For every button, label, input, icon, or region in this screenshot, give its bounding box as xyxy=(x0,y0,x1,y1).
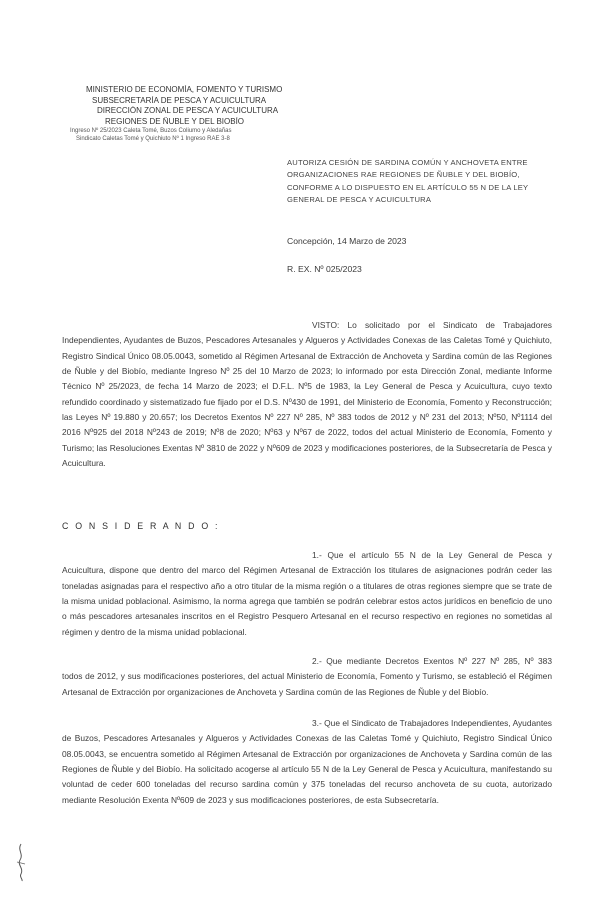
letterhead-zonal-direction: DIRECCIÓN ZONAL DE PESCA Y ACUICULTURA xyxy=(97,106,279,115)
letterhead-ministry: MINISTERIO DE ECONOMÍA, FOMENTO Y TURISMO xyxy=(86,85,283,94)
considerando-paragraph-2: 2.- Que mediante Decretos Exentos Nº 227 Nº 285, Nº 383 todos de 2012, y sus modificaciones posteriores, del actual Ministerio de Economía, Fomento y Turismo, se estableció el Régimen Artesanal de Extracción por organizaciones de Anchoveta y Sardina común de las Regiones de Ñuble y del Biobío. xyxy=(62,656,552,697)
letterhead xyxy=(70,85,310,143)
considerando-paragraph-1: 1.- Que el artículo 55 N de la Ley General de Pesca y Acuicultura, dispone que dentro del marco del Régimen Artesanal de Extracción los titulares de asignaciones podrán ceder las toneladas asignadas para el respectivo año a otro titular de la misma región o a titulares de otras regiones siempre que se trate de la misma unidad poblacional. Asimismo, la norma agrega que también se podrán celebrar estos actos jurídicos en beneficio de uno o más pescadores artesanales inscritos en el Registro Pesquero Artesanal en el recurso respectivo en regiones no sometidas al régimen y dentro de la misma unidad poblacional. xyxy=(62,550,552,637)
considerando-heading: C O N S I D E R A N D O : xyxy=(62,521,220,531)
letterhead-regions: REGIONES DE ÑUBLE Y DEL BIOBÍO xyxy=(105,116,245,126)
date-line: Concepción, 14 Marzo de 2023 xyxy=(287,236,407,246)
margin-signature-mark xyxy=(14,842,28,882)
letterhead-reference-2: Sindicato Caletas Tomé y Quichiuto Nº 1 Ingreso RAE 3-8 xyxy=(76,136,230,142)
letterhead-subsecretariat: SUBSECRETARÍA DE PESCA Y ACUICULTURA xyxy=(92,95,267,105)
considerando-paragraph-3: 3.- Que el Sindicato de Trabajadores Independientes, Ayudantes de Buzos, Pescadores Artesanales y Algueros y Actividades Conexas de las Caletas Tomé y Quichiuto, Registro Sindical Único 08.05.0043, se encuentra sometido al Régimen Artesanal de Extracción por organizaciones de Anchoveta y Sardina común de las Regiones de Ñuble y del Biobío. Ha solicitado acogerse al artículo 55 N de la Ley General de Pesca y Acuicultura, manifestando su voluntad de ceder 600 toneladas del recurso sardina común y 375 toneladas del recurso anchoveta de su cuota, autorizado mediante Resolución Exenta Nº609 de 2023 y sus modificaciones posteriores, de esta Subsecretaría. xyxy=(62,718,552,805)
resolution-number: R. EX. Nº 025/2023 xyxy=(287,264,362,274)
visto-paragraph: VISTO: Lo solicitado por el Sindicato de Trabajadores Independientes, Ayudantes de Buzos, Pescadores Artesanales y Algueros y Actividades Conexas de las Caletas Tomé y Quichiuto, Registro Sindical Único 08.05.0043, sometido al Régimen Artesanal de Extracción de Anchoveta y Sardina común de las Regiones de Ñuble y del Biobío, mediante Ingreso Nº 25 del 10 Marzo de 2023; lo informado por esta Dirección Zonal, mediante Informe Técnico Nº 25/2023, de fecha 14 Marzo de 2023; el D.F.L. Nº5 de 1983, la Ley General de Pesca y Acuicultura, cuyo texto refundido coordinado y sistematizado fue fijado por el D.S. Nº430 de 1991, del Ministerio de Economía, Fomento y Reconstrucción; las Leyes Nº 19.880 y 20.657; los Decretos Exentos Nº 227 Nº 285, Nº 383 todos de 2012 y Nº 231 del 2013; Nº50, Nº1114 del 2016 Nº925 del 2018 Nº243 de 2019; Nº8 de 2020; Nº63 y Nº67 de 2022, todos del actual Ministerio de Economía, Fomento y Turismo; las Resoluciones Exentas Nº 3810 de 2022 y Nº609 de 2023 y modificaciones posteriores, de la Subsecretaría de Pesca y Acuicultura. xyxy=(62,320,552,469)
letterhead-reference-1: Ingreso Nº 25/2023 Caleta Tomé, Buzos Coliumo y Aledañas xyxy=(70,128,232,134)
resolution-subject: AUTORIZA CESIÓN DE SARDINA COMÚN Y ANCHOVETA ENTRE ORGANIZACIONES RAE REGIONES DE ÑUBLE Y DEL BIOBÍO, CONFORME A LO DISPUESTO EN EL ARTÍCULO 55 N DE LA LEY GENERAL DE PESCA Y ACUICULTURA xyxy=(287,158,529,205)
